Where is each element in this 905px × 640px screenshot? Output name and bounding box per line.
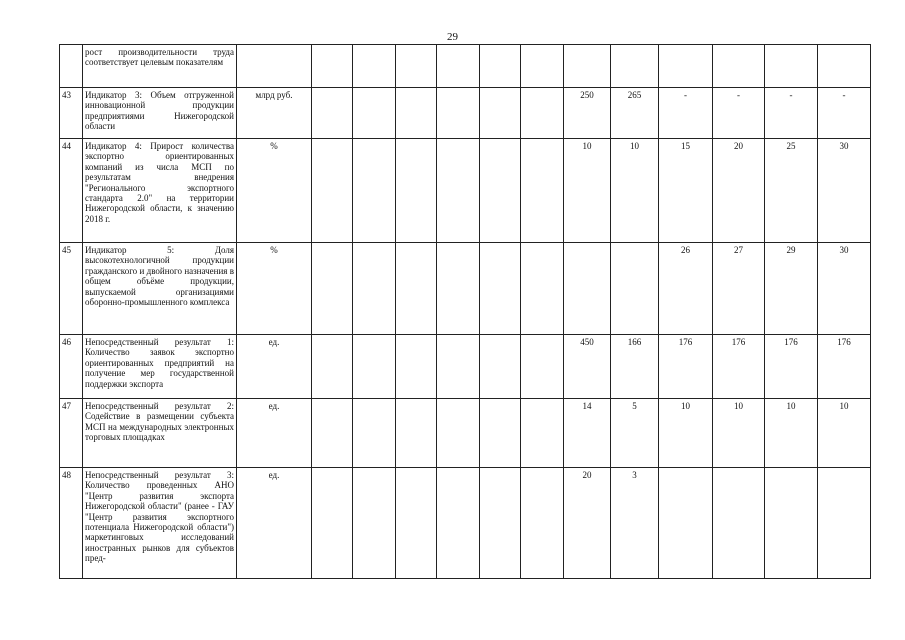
value-cell: 10 — [564, 139, 611, 243]
empty-cell — [521, 335, 564, 399]
table-row — [60, 88, 871, 139]
empty-cell — [437, 335, 480, 399]
row-number-cell — [60, 45, 83, 88]
value-cell — [765, 468, 818, 579]
unit-cell: ед. — [237, 399, 312, 468]
empty-cell — [396, 139, 437, 243]
row-number-cell: 46 — [60, 335, 83, 399]
empty-cell — [480, 243, 521, 335]
empty-cell — [480, 139, 521, 243]
value-cell — [713, 45, 765, 88]
empty-cell — [396, 335, 437, 399]
value-cell: 15 — [659, 139, 713, 243]
empty-cell — [396, 45, 437, 88]
value-cell — [765, 45, 818, 88]
empty-cell — [353, 468, 396, 579]
empty-cell — [521, 243, 564, 335]
table-row — [60, 399, 871, 468]
value-cell: 29 — [765, 243, 818, 335]
empty-cell — [312, 243, 353, 335]
unit-cell — [237, 45, 312, 88]
empty-cell — [480, 399, 521, 468]
value-cell: 166 — [611, 335, 659, 399]
value-cell: - — [659, 88, 713, 139]
empty-cell — [480, 468, 521, 579]
value-cell: 10 — [659, 399, 713, 468]
empty-cell — [312, 335, 353, 399]
indicator-name-cell: Непосредственный результат 1: Количество заявок экспортно ориентированных предприятий на получение мер государственной поддержки экспорта — [83, 335, 237, 399]
value-cell: 27 — [713, 243, 765, 335]
value-cell — [564, 243, 611, 335]
table-row — [60, 243, 871, 335]
value-cell: 450 — [564, 335, 611, 399]
indicator-table — [59, 44, 871, 579]
empty-cell — [353, 243, 396, 335]
value-cell — [818, 45, 871, 88]
table-row — [60, 468, 871, 579]
indicator-name-cell: Непосредственный результат 3: Количество проведенных АНО "Центр развития экспорта Нижегородской области" (ранее - ГАУ "Центр развития экспортного потенциала Нижегородской области") маркетинговых исследований иностранных рынков для субъектов пред- — [83, 468, 237, 579]
row-number-cell: 44 — [60, 139, 83, 243]
row-number-cell: 48 — [60, 468, 83, 579]
value-cell: 30 — [818, 243, 871, 335]
row-number-cell: 45 — [60, 243, 83, 335]
unit-cell: % — [237, 243, 312, 335]
table-row — [60, 139, 871, 243]
value-cell: 176 — [713, 335, 765, 399]
indicator-name-cell: рост производительности труда соответствует целевым показателям — [83, 45, 237, 88]
unit-cell: % — [237, 139, 312, 243]
empty-cell — [353, 45, 396, 88]
value-cell: 10 — [611, 139, 659, 243]
empty-cell — [521, 399, 564, 468]
value-cell — [818, 468, 871, 579]
empty-cell — [396, 88, 437, 139]
value-cell — [713, 468, 765, 579]
empty-cell — [437, 139, 480, 243]
empty-cell — [437, 468, 480, 579]
empty-cell — [437, 243, 480, 335]
empty-cell — [312, 88, 353, 139]
empty-cell — [396, 399, 437, 468]
value-cell: 5 — [611, 399, 659, 468]
empty-cell — [480, 335, 521, 399]
value-cell: 265 — [611, 88, 659, 139]
empty-cell — [353, 88, 396, 139]
value-cell — [611, 45, 659, 88]
value-cell — [564, 45, 611, 88]
indicator-name-cell: Индикатор 3: Объем отгруженной инновационной продукции предприятиями Нижегородской области — [83, 88, 237, 139]
value-cell: - — [765, 88, 818, 139]
value-cell: 176 — [818, 335, 871, 399]
value-cell: 30 — [818, 139, 871, 243]
value-cell: 20 — [564, 468, 611, 579]
value-cell: 250 — [564, 88, 611, 139]
empty-cell — [437, 88, 480, 139]
empty-cell — [353, 335, 396, 399]
indicator-name-cell: Индикатор 5: Доля высокотехнологичной продукции гражданского и двойного назначения в общем объёме продукции, выпускаемой организациями оборонно-промышленного комплекса — [83, 243, 237, 335]
empty-cell — [312, 45, 353, 88]
value-cell: 20 — [713, 139, 765, 243]
table-row — [60, 45, 871, 88]
empty-cell — [312, 399, 353, 468]
value-cell — [659, 45, 713, 88]
empty-cell — [312, 139, 353, 243]
value-cell: 10 — [765, 399, 818, 468]
empty-cell — [521, 88, 564, 139]
empty-cell — [437, 399, 480, 468]
unit-cell: ед. — [237, 335, 312, 399]
value-cell: 10 — [818, 399, 871, 468]
unit-cell: млрд руб. — [237, 88, 312, 139]
value-cell: 26 — [659, 243, 713, 335]
value-cell: - — [713, 88, 765, 139]
value-cell: - — [818, 88, 871, 139]
value-cell: 3 — [611, 468, 659, 579]
row-number-cell: 47 — [60, 399, 83, 468]
unit-cell: ед. — [237, 468, 312, 579]
empty-cell — [353, 139, 396, 243]
empty-cell — [521, 139, 564, 243]
empty-cell — [312, 468, 353, 579]
empty-cell — [521, 468, 564, 579]
value-cell: 10 — [713, 399, 765, 468]
empty-cell — [353, 399, 396, 468]
row-number-cell: 43 — [60, 88, 83, 139]
value-cell: 176 — [765, 335, 818, 399]
indicator-name-cell: Индикатор 4: Прирост количества экспортно ориентированных компаний из числа МСП по результатам внедрения "Регионального экспортного стандарта 2.0" на территории Нижегородской области, к значению 2018 г. — [83, 139, 237, 243]
value-cell — [659, 468, 713, 579]
value-cell: 25 — [765, 139, 818, 243]
empty-cell — [396, 243, 437, 335]
value-cell — [611, 243, 659, 335]
empty-cell — [521, 45, 564, 88]
indicator-name-cell: Непосредственный результат 2: Содействие в размещении субъекта МСП на международных электронных торговых площадках — [83, 399, 237, 468]
empty-cell — [480, 88, 521, 139]
empty-cell — [396, 468, 437, 579]
table-row — [60, 335, 871, 399]
empty-cell — [480, 45, 521, 88]
value-cell: 176 — [659, 335, 713, 399]
page-number: 29 — [447, 31, 458, 43]
value-cell: 14 — [564, 399, 611, 468]
empty-cell — [437, 45, 480, 88]
